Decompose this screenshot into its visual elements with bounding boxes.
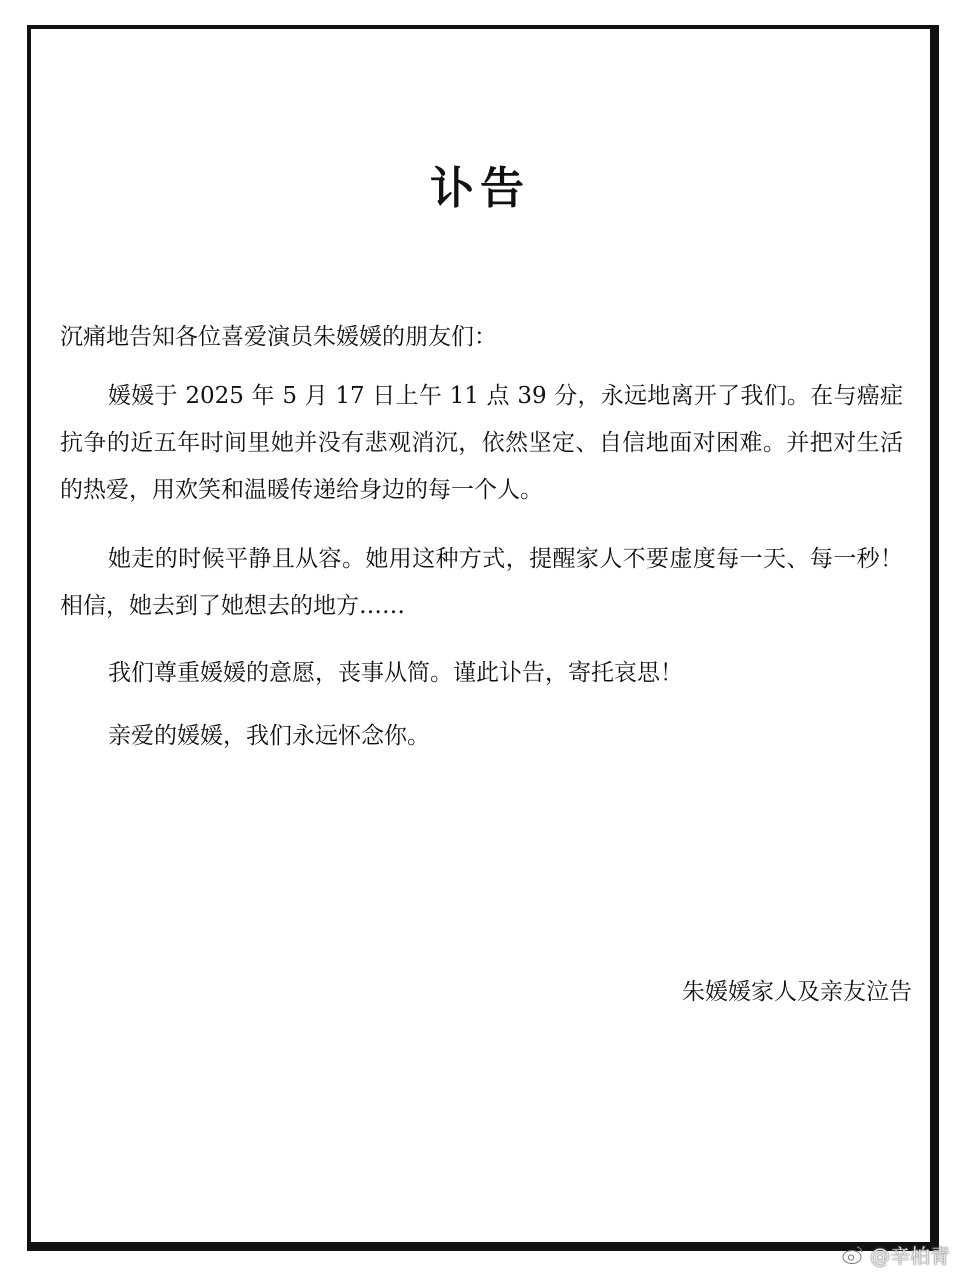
paragraph-1: 媛媛于 2025 年 5 月 17 日上午 11 点 39 分，永远地离开了我们。在与癌症抗争的近五年时间里她并没有悲观消沉，依然坚定、自信地面对困难。并把对生活的热爱，用欢笑和温暖传递给身边的每一个人。 <box>60 383 903 503</box>
paragraph-3: 我们尊重媛媛的意愿，丧事从简。谨此讣告，寄托哀思！ <box>108 660 683 686</box>
watermark <box>842 1240 950 1269</box>
watermark-text: @辛柏青 <box>870 1244 950 1268</box>
notice-title: 讣告 <box>430 163 530 214</box>
signature: 朱媛媛家人及亲友泣告 <box>682 979 912 1005</box>
weibo-icon <box>842 1244 864 1266</box>
paragraph-2: 她走的时候平静且从容。她用这种方式，提醒家人不要虚度每一天、每一秒！相信，她去到了她想去的地方…… <box>60 546 903 619</box>
paragraph-4: 亲爱的媛媛，我们永远怀念你。 <box>108 723 430 749</box>
salutation: 沉痛地告知各位喜爱演员朱媛媛的朋友们： <box>60 324 497 350</box>
